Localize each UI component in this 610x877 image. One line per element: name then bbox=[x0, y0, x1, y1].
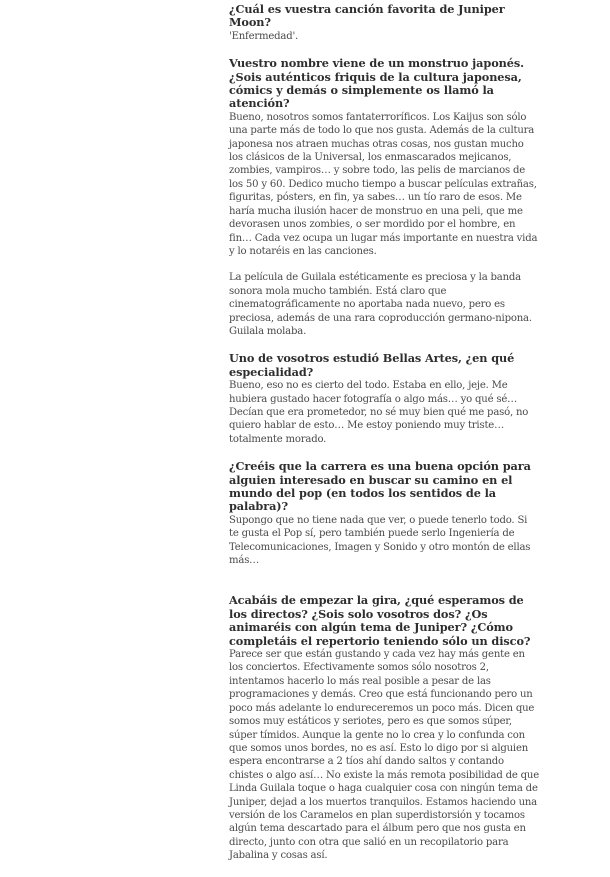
qa-block-5 bbox=[229, 594, 539, 862]
question: ¿Cuál es vuestra canción favorita de Juniper Moon? bbox=[229, 2, 505, 30]
qa-block-4 bbox=[229, 460, 539, 567]
question: Vuestro nombre viene de un monstruo japonés. ¿Sois auténticos friquis de la cultura japonesa, cómics y demás o simplemente os llamó la atención? bbox=[229, 56, 524, 111]
question: ¿Creéis que la carrera es una buena opción para alguien interesado en buscar su camino en el mundo del pop (en todos los sentidos de la palabra)? bbox=[229, 459, 531, 514]
answer: 'Enfermedad'. bbox=[229, 30, 299, 42]
qa-block-2 bbox=[229, 57, 539, 338]
qa-block-1 bbox=[229, 3, 539, 43]
question: Acabáis de empezar la gira, ¿qué esperamos de los directos? ¿Sois solo vosotros dos? ¿Os animaréis con algún tema de Juniper? ¿Cómo completáis el repertorio teniendo sólo un disco? bbox=[229, 593, 531, 648]
answer: Bueno, nosotros somos fantaterroríficos. Los Kaijus son sólo una parte más de todo lo que nos gusta. Además de la cultura japonesa nos atraen muchas otras cosas, nos gustan mucho los clásicos de la Universal, los enmascarados mejicanos, zombies, vampiros… y sobre todo, las pelis de marcianos de los 50 y 60. Dedico mucho tiempo a buscar películas extrañas, figuritas, pósters, en fin, ya sabes… un tío raro de esos. Me haría mucha ilusión hacer de monstruo en una peli, que me devorasen unos zombies, o ser mordido por el hombre, en fin… Cada vez ocupa un lugar más importante en nuestra vida y lo notaréis en las canciones. bbox=[229, 111, 538, 257]
answer: La película de Guilala estéticamente es preciosa y la banda sonora mola mucho también. Está claro que cinematográficamente no aportaba nada nuevo, pero es preciosa, además de una rara coproducción germano-nipona. Guilala molaba. bbox=[229, 272, 532, 337]
qa-block-3 bbox=[229, 352, 539, 446]
question: Uno de vosotros estudió Bellas Artes, ¿en qué especialidad? bbox=[229, 351, 515, 379]
answer: Parece ser que están gustando y cada vez hay más gente en los conciertos. Efectivamente somos sólo nosotros 2, intentamos hacerlo lo más real posible a pesar de las programaciones y demás. Creo que está funcionando pero un poco más adelante lo endureceremos un poco más. Dicen que somos muy estáticos y seriotes, pero es que somos súper, súper tímidos. Aunque la gente no lo crea y lo confunda con que somos unos bordes, no es así. Esto lo digo por si alguien espera encontrarse a 2 tíos ahí dando saltos y contando chistes o algo así… No existe la más remota posibilidad de que Linda Guilala toque o haga cualquier cosa con ningún tema de Juniper, dejad a los muertos tranquilos. Estamos haciendo una versión de los Caramelos en plan superdistorsión y tocamos algún tema descartado para el álbum pero que nos gusta en directo, junto con otra que salió en un recopilatorio para Jabalina y cosas así. bbox=[229, 649, 539, 862]
answer: Bueno, eso no es cierto del todo. Estaba en ello, jeje. Me hubiera gustado hacer fotografía o algo más… yo qué sé… Decían que era prometedor, no sé muy bien qué me pasó, no quiero hablar de esto… Me estoy poniendo muy triste… totalmente morado. bbox=[229, 380, 529, 445]
interview-article bbox=[229, 3, 539, 877]
answer: Supongo que no tiene nada que ver, o puede tenerlo todo. Si te gusta el Pop sí, pero también puede serlo Ingeniería de Telecomunicaciones, Imagen y Sonido y otro montón de ellas más… bbox=[229, 514, 531, 567]
